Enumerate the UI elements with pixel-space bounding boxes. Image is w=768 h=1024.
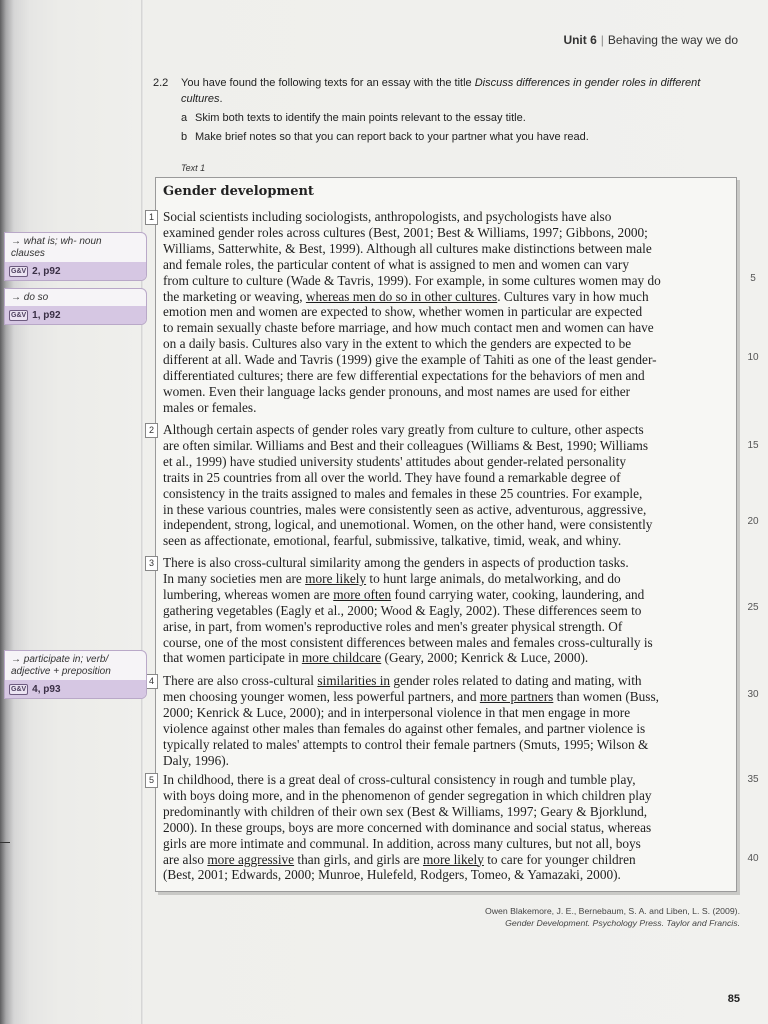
text-line: seen as affectionate, emotional, fearful, submissive, talkative, timid, weak, and whiny. [163, 533, 622, 549]
text-line: arise, in part, from women's reproductive roles and men's greater physical strength. Of [163, 618, 623, 634]
text-line: consistency in the traits assigned to males and females in these 25 countries. For example, [163, 485, 643, 501]
paragraph-3 [163, 555, 723, 666]
text-line: In childhood, there is a great deal of cross-cultural consistency in rough and tumble play, [163, 772, 636, 787]
text-line: Although certain aspects of gender roles vary greatly from culture to culture, other aspects [163, 422, 644, 437]
text-line: on a daily basis. Cultures also vary in the extent to which the genders are expected to be [163, 336, 632, 352]
paragraph-5 [163, 772, 723, 883]
text-line: to remain sexually chaste before marriage, and how much contact men and women can have [163, 320, 654, 336]
text-line: with boys doing more, and in the phenomenon of gender segregation in which children play [163, 787, 652, 803]
page-number: 85 [727, 993, 740, 1005]
text-line: that women participate in more childcare (Geary, 2000; Kenrick & Luce, 2000). [163, 650, 589, 666]
text-line: 2000; Kenrick & Luce, 2000); and in interpersonal violence in that men engage in more [163, 704, 631, 720]
text-line: There are also cross-cultural similarities in gender roles related to dating and mating, with [163, 673, 642, 688]
essay-title: Discuss differences in gender roles in different cultures [181, 77, 701, 105]
margin-tick-mark [0, 842, 10, 843]
unit-title: Behaving the way we do [607, 33, 738, 47]
text-line: in these various countries, males were consistently seen as active, adventurous, aggressive, [163, 501, 647, 517]
text-line: Social scientists including sociologists, anthropologists, and psychologists have also [163, 209, 612, 224]
text-line: 2000). In these groups, boys are more concerned with dominance and social status, whereas [163, 819, 652, 835]
text-line: There is also cross-cultural similarity among the genders in aspects of production tasks. [163, 555, 629, 570]
line-number: 20 [747, 516, 759, 527]
text-line: and female roles, the particular content of what is assigned to men and women can vary [163, 256, 629, 272]
gv-badge: G&V [11, 311, 27, 319]
underlined-phrase: more often [333, 586, 392, 602]
line-number: 5 [750, 273, 756, 284]
text-line: emotion men and women are expected to show, whether women in particular are expected [163, 304, 643, 320]
underlined-phrase: similarities in [317, 673, 391, 688]
task-item-b: b Make brief notes so that you can report back to your partner what you have read. [181, 131, 589, 143]
line-number: 30 [747, 689, 759, 700]
task-stem: You have found the following texts for an essay with the title Discuss differences in gender roles in different cultures. [181, 77, 701, 105]
text-line: men choosing younger women, less powerful partners, and more partners than women (Buss, [163, 688, 659, 704]
task-instructions [153, 75, 738, 145]
task-number: 2.2 [153, 77, 169, 89]
text-line: (Best, 2001; Edwards, 2000; Munroe, Hulefeld, Rodgers, Tomeo, & Yamazaki, 2000). [163, 867, 621, 883]
line-number: 25 [747, 602, 759, 613]
paragraph-number: 5 [145, 773, 158, 788]
text-line: et al., 1999) have studied university students' attitudes about gender-related personality [163, 453, 626, 469]
text-line: independent, strong, logical, and unemotional. Women, on the other hand, were consistently [163, 517, 653, 533]
line-number: 40 [747, 853, 759, 864]
margin-note-do-so[interactable]: → do so G&V 1, p92 [4, 288, 147, 325]
underlined-phrase: more childcare [301, 650, 382, 666]
running-head: Unit 6 | Behaving the way we do [563, 33, 738, 47]
margin-note-participate-in[interactable]: → participate in; verb/ adjective + preposition G&V 4, p93 [4, 650, 147, 699]
text-line: examined gender roles across cultures (Best, 2001; Best & Williams, 1997; Gibbons, 2000; [163, 224, 648, 240]
text-line: Daly, 1996). [163, 752, 229, 768]
text-line: lumbering, whereas women are more often found carrying water, cooking, laundering, and [163, 586, 645, 602]
text-line: In many societies men are more likely to hunt large animals, do metalworking, and do [163, 570, 621, 586]
text-line: from culture to culture (Wade & Tavris, 1999). For example, in some cultures women may do [163, 272, 661, 288]
text-line: predominantly with children of their own sex (Best & Williams, 1997; Geary & Bjorklund, [163, 803, 648, 819]
source-citation: Owen Blakemore, J. E., Bernebaum, S. A. and Liben, L. S. (2009). Gender Development. Psychology Press. Taylor and Francis. [485, 906, 740, 928]
underlined-phrase: more partners [479, 688, 554, 704]
text-line: violence against other males than females do against other females, and partner violence is [163, 720, 646, 736]
gv-badge: G&V [11, 267, 27, 275]
text-line: women. Even their language lacks gender pronouns, and most names are used for either [163, 383, 631, 399]
paragraph-1 [163, 209, 723, 416]
text-line: different at all. Wade and Tavris (1999) give the example of Tahiti as one of the least gender- [163, 352, 657, 368]
line-number: 10 [747, 352, 759, 363]
text-line: are also more aggressive than girls, and girls are more likely to care for younger children [163, 851, 636, 867]
text-line: Williams, Satterwhite, & Best, 1999). Although all cultures make distinctions between male [163, 240, 652, 256]
line-number: 35 [747, 774, 759, 785]
underlined-phrase: more likely [422, 851, 484, 867]
paragraph-number: 3 [145, 556, 158, 571]
paragraph-number: 1 [145, 210, 158, 225]
unit-number: Unit 6 [563, 33, 597, 47]
text-line: traits in 25 countries from all over the world. They have found a remarkable degree of [163, 469, 621, 485]
text-line: differentiated cultures; there are few differential expectations for the behaviors of men and [163, 368, 645, 384]
text-label: Text 1 [181, 163, 206, 173]
margin-divider [141, 0, 144, 1024]
underlined-phrase: more likely [305, 570, 367, 586]
text-line: girls are more intimate and communal. In addition, across many cultures, but not all, boys [163, 835, 641, 851]
text-line: the marketing or weaving, whereas men do so in other cultures. Cultures vary in how much [163, 288, 649, 304]
task-item-a: a Skim both texts to identify the main points relevant to the essay title. [181, 112, 526, 124]
paragraph-number: 4 [145, 674, 158, 689]
underlined-phrase: more aggressive [207, 851, 295, 867]
text-line: course, one of the most consistent differences between males and females cross-culturally is [163, 634, 653, 650]
text-line: gathering vegetables (Eagly et al., 2000; Wood & Eagly, 2002). These differences seem to [163, 602, 642, 618]
line-number: 15 [747, 440, 759, 451]
gv-badge: G&V [11, 685, 27, 693]
paragraph-2 [163, 422, 723, 549]
paragraph-4 [163, 673, 723, 768]
paragraph-number: 2 [145, 423, 158, 438]
margin-note-wh-clauses[interactable]: → what is; wh- noun clauses G&V 2, p92 [4, 232, 147, 281]
underlined-phrase: whereas men do so in other cultures [305, 288, 498, 304]
text-line: are often similar. Williams and Best and their colleagues (Williams & Best, 1990; Williams [163, 437, 648, 453]
text-title: Gender development [163, 184, 314, 199]
text-line: typically related to males' attempts to control their female partners (Smuts, 1995; Wilson & [163, 736, 649, 752]
text-line: males or females. [163, 399, 257, 415]
